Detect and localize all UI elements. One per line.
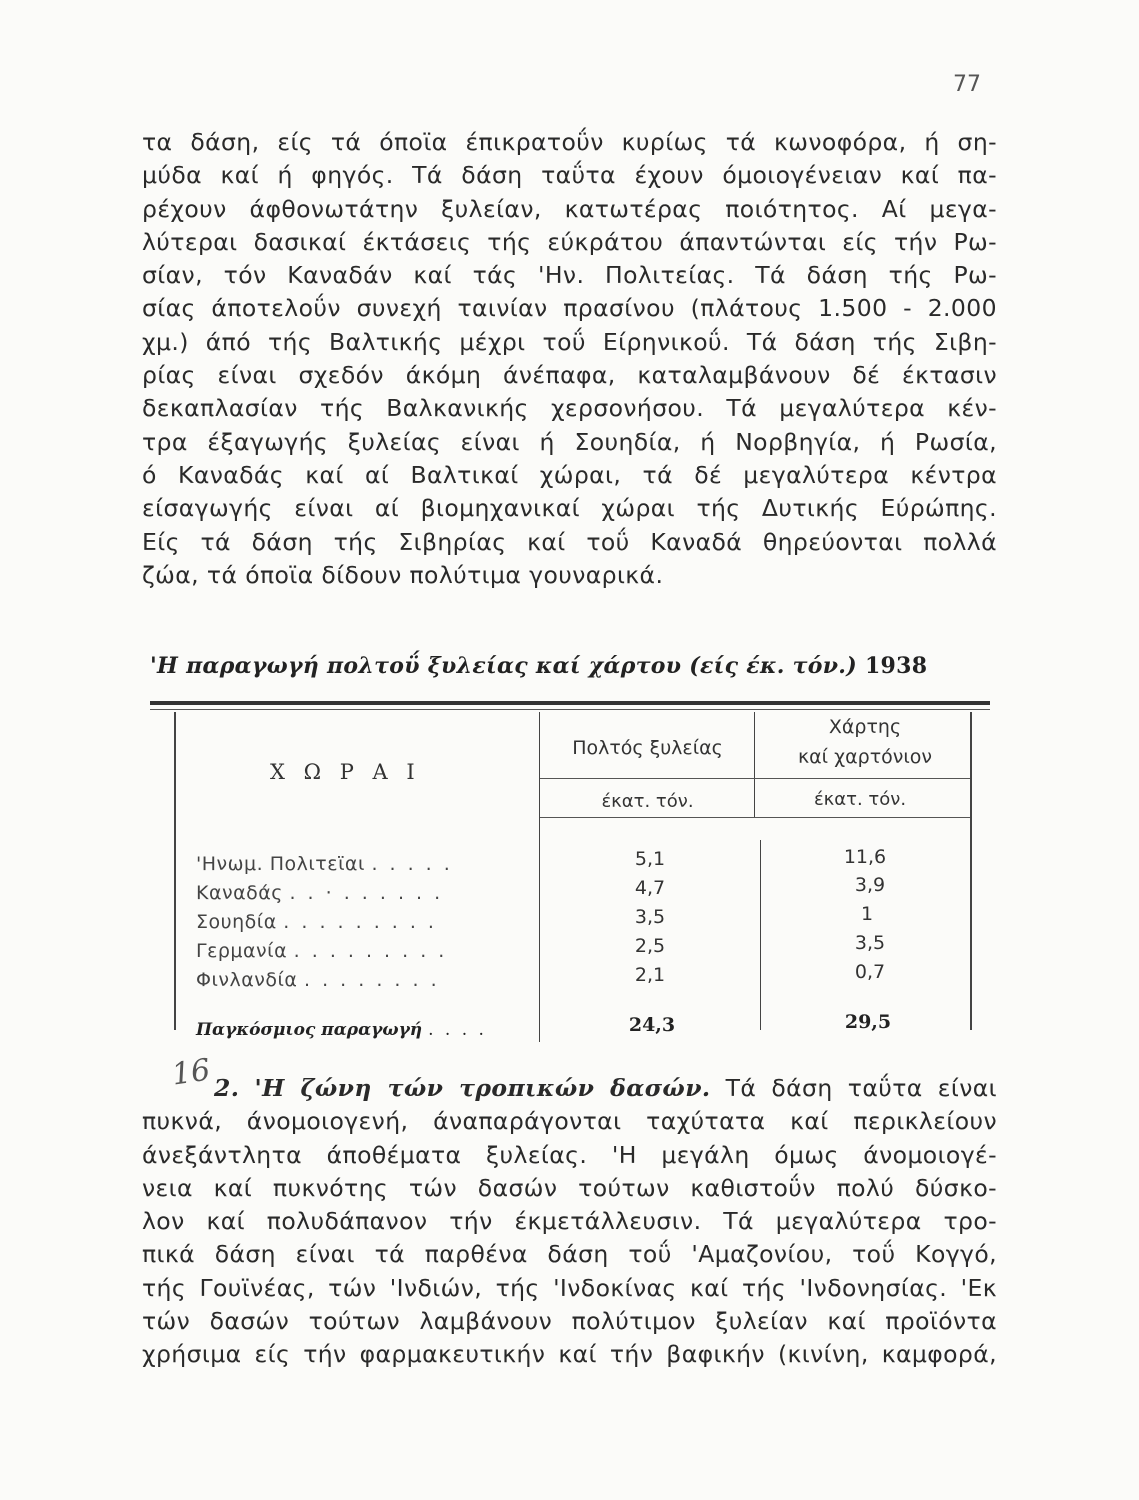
column-divider [754,712,755,817]
text-line: σίας άποτελοΰν συνεχή ταινίαν πρασίνου (πλάτους 1.500 - 2.000 [142,294,997,323]
table-top-rule [150,701,990,705]
page-number: 77 [953,72,981,97]
text-line: λον καί πολυδάπανον τήν έκμετάλλευσιν. Τά μεγαλύτερα τρο- [142,1207,997,1236]
text-line: ρέχουν άφθονωτάτην ξυλείαν, κατωτέρας ποιότητος. Αί μεγα- [142,194,997,223]
table-cell-paper: 0,7 [854,961,886,983]
header-sub-rule [540,778,970,779]
text-line: πυκνά, άνομοιογενή, άναπαράγονται ταχύτατα καί περικλείουν [142,1107,997,1136]
handwritten-margin-note: 16 [169,1052,213,1093]
text-line: τα δάση, είς τά όποϊα έπικρατοΰν κυρίως τά κωνοφόρα, ή ση- [142,128,997,156]
text-line: σίαν, τόν Καναδάν καί τάς 'Ην. Πολιτείας. Τά δάση τής Ρω- [142,261,997,290]
text-line: ρίας είναι σχεδόν άκόμη άνέπαφα, καταλαμβάνουν δέ έκτασιν [142,361,997,390]
unit-pulp: έκατ. τόν. [601,791,694,812]
column-divider [760,840,761,1030]
text-line: δεκαπλασίαν τής Βαλκανικής χερσονήσου. Τά μεγαλύτερα κέν- [142,394,997,423]
table-cell-pulp: 2,1 [634,964,666,986]
text-line: άνεξάντλητα άποθέματα ξυλείας. 'Η μεγάλη όμως άνομοιογέ- [142,1140,997,1169]
text-line: τής Γουϊνέας, τών 'Ινδιών, τής 'Ινδοκίνας καί τής 'Ινδονησίας. 'Εκ [142,1273,997,1302]
text-line: είσαγωγής είναι αί βιομηχανικαί χώραι τής Δυτικής Εύρώπης. [142,494,997,523]
text-line: λύτεραι δασικαί έκτάσεις τής εύκράτου άπαντώνται είς τήν Ρω- [142,227,997,256]
header-pulp: Πολτός ξυλείας [572,737,723,759]
table-title [150,653,975,679]
paragraph-2 [142,1072,997,1372]
table-row-country: 'Ηνωμ. Πολιτεϊαι . . . . . [196,853,453,875]
table-cell-pulp: 2,5 [634,935,666,957]
table-row-country: Σουηδία . . . . . . . . . [196,911,437,933]
section-first-line-text: Τά δάση ταΰτα είναι [725,1074,997,1102]
text-line: Είς τά δάση τής Σιβηρίας καί τοΰ Καναδά θηρεύονται πολλά [142,527,997,556]
header-paper-line2: καί χαρτόνιον [797,746,933,768]
table-total-paper: 29,5 [844,1011,892,1033]
text-line: χμ.) άπό τής Βαλτικής μέχρι τοΰ Είρηνικοΰ. Τά δάση τής Σιβη- [142,327,997,356]
table-left-border [174,712,176,1030]
text-line: πικά δάση είναι τά παρθένα δάση τοΰ 'Αμαζονίου, τοΰ Κογγό, [142,1240,997,1269]
table-cell-paper: 1 [860,903,874,925]
unit-paper: έκατ. τόν. [813,789,907,810]
text-line: τρα έξαγωγής ξυλείας είναι ή Σουηδία, ή Νορβηγία, ή Ρωσία, [142,427,997,456]
table-right-border [970,712,972,1030]
header-paper-line1: Χάρτης [828,716,902,738]
section-number: 2. [214,1074,240,1102]
table-row-country: Καναδάς . . · . . . . . . [196,882,444,904]
section-heading-line [142,1072,997,1105]
table-cell-pulp: 4,7 [634,877,666,899]
text-line: μύδα καί ή φηγός. Τά δάση ταΰτα έχουν όμοιογένειαν καί πα- [142,161,997,190]
text-line: χρήσιμα είς τήν φαρμακευτικήν καί τήν βαφικήν (κινίνη, καμφορά, [142,1340,997,1369]
header-bottom-rule [540,817,970,818]
table-top-rule-thin [150,709,990,710]
header-countries: Χ Ω Ρ Α Ι [270,760,421,784]
table-cell-pulp: 3,5 [634,906,666,928]
table-row-country: Φινλανδία . . . . . . . . [196,969,440,991]
table-cell-paper: 3,5 [854,932,886,954]
table-cell-paper: 3,9 [854,874,886,896]
table-total-pulp: 24,3 [628,1014,676,1036]
table-title-year: 1938 [864,653,928,679]
column-divider [539,712,540,1042]
table-cell-pulp: 5,1 [634,848,666,870]
text-line: νεια καί πυκνότης τών δασών τούτων καθιστοΰν πολύ δύσκο- [142,1173,997,1202]
table-total-label: Παγκόσμιος παραγωγή . . . . [196,1020,487,1040]
text-line: ζώα, τά όποϊα δίδουν πολύτιμα γουναρικά. [142,560,664,589]
paragraph-1 [142,126,997,592]
section-heading: 'Η ζώνη τών τροπικών δασών. [254,1074,711,1102]
text-line: ό Καναδάς καί αί Βαλτικαί χώραι, τά δέ μεγαλύτερα κέντρα [142,460,997,489]
table-row-country: Γερμανία . . . . . . . . . [196,940,448,962]
text-line: τών δασών τούτων λαμβάνουν πολύτιμον ξυλείαν καί προϊόντα [142,1307,997,1336]
table-title-text: 'Η παραγωγή πολτοΰ ξυλείας καί χάρτου (είς έκ. τόν.) [150,653,857,679]
table-cell-paper: 11,6 [843,846,887,868]
